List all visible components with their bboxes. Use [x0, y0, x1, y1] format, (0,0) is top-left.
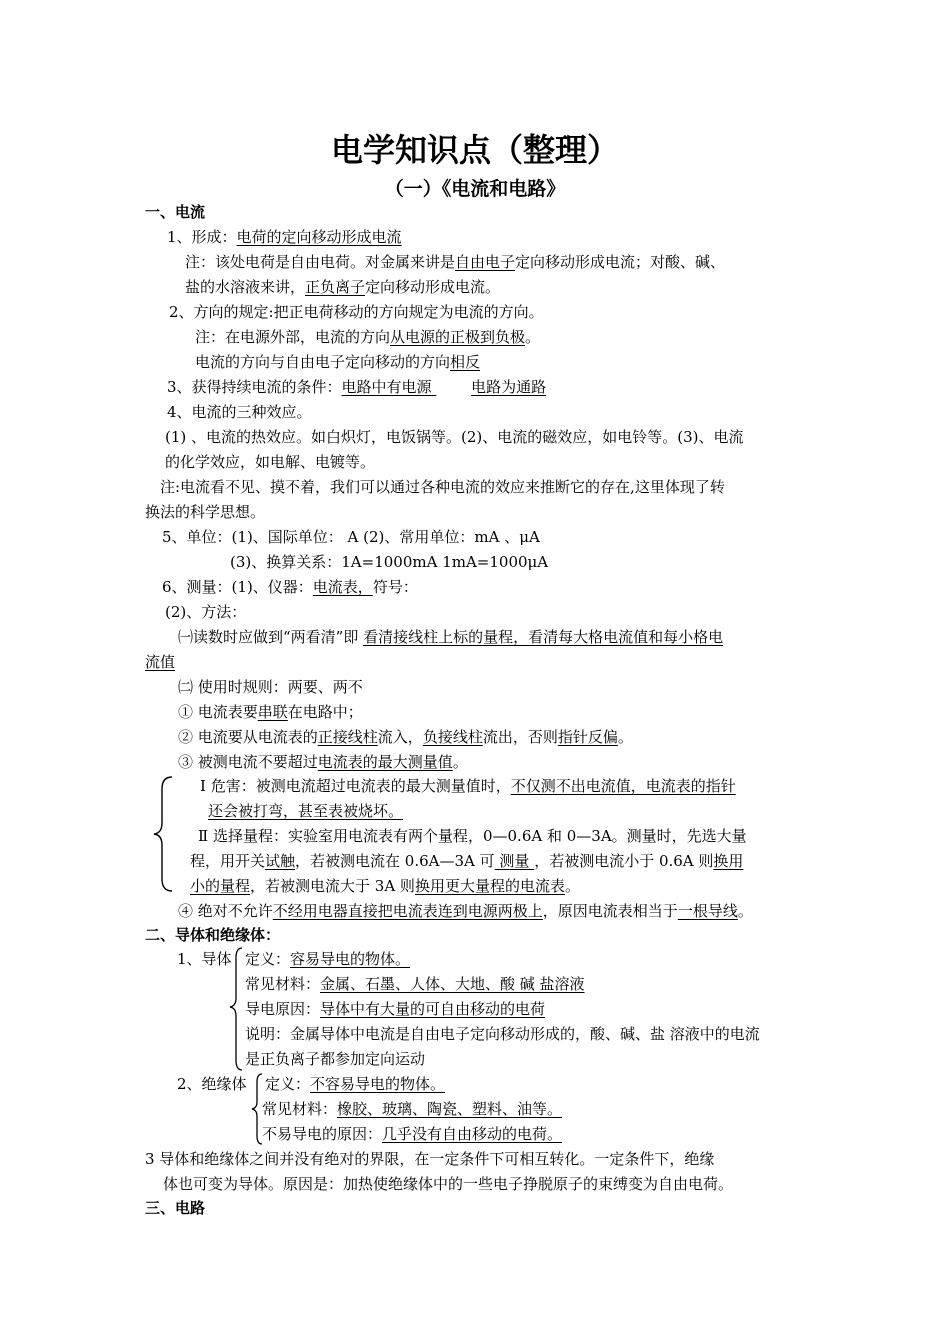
section-heading-circuits: 三、电路: [145, 1199, 206, 1217]
text-line: 2、方向的规定:把正电荷移动的方向规定为电流的方向。: [169, 303, 544, 321]
text-line: 不易导电的原因：几乎没有自由移动的电荷。: [262, 1125, 563, 1143]
text-line: ① 电流表要串联在电路中；: [178, 703, 363, 721]
text-line: ㈡ 使用时规则：两要、两不: [178, 678, 363, 696]
text-line: ② 电流要从电流表的正接线柱流入，负接线柱流出，否则指针反偏。: [178, 728, 633, 746]
text-line: (1) 、电流的热效应。如白炽灯，电饭锅等。(2)、电流的磁效应，如电铃等。(3)、电流: [165, 428, 744, 446]
text-line: 流值: [145, 653, 176, 671]
text-line: (2)、方法：: [165, 603, 247, 621]
text-line: 的化学效应，如电解、电镀等。: [165, 453, 376, 471]
section-heading-conductors: 二、导体和绝缘体：: [145, 926, 281, 944]
text-line: (3)、换算关系：1A=1000mA 1mA=1000μA: [230, 553, 549, 571]
text-line: 1、导体: [177, 950, 232, 968]
text-line: 换法的科学思想。: [145, 503, 266, 521]
text-line: 注：该处电荷是自由电荷。对金属来讲是自由电子定向移动形成电流；对酸、碱、: [185, 253, 726, 271]
text-line: 电流的方向与自由电子定向移动的方向相反: [195, 353, 481, 371]
text-line: 盐的水溶液来讲，正负离子定向移动形成电流。: [185, 278, 501, 296]
text-line: 定义：不容易导电的物体。: [265, 1075, 446, 1093]
curly-brace-icon: [152, 775, 176, 893]
text-line: 1、形成：电荷的定向移动形成电流: [167, 228, 402, 246]
text-line: 3、获得持续电流的条件：电路中有电源 电路为通路: [167, 378, 547, 396]
page-subtitle: （一）《电流和电路》: [384, 178, 566, 200]
text-line: 体也可变为导体。原因是：加热使绝缘体中的一些电子挣脱原子的束缚变为自由电荷。: [163, 1175, 734, 1193]
text-line: ㈠读数时应做到“两看清”即 看清接线柱上标的量程，看清每大格电流值和每小格电: [178, 628, 724, 646]
text-line: 还会被打弯，甚至表被烧坏。: [208, 802, 404, 820]
text-line: 定义：容易导电的物体。: [245, 950, 411, 968]
text-line: 2、绝缘体: [177, 1075, 247, 1093]
text-line: Ⅰ 危害：被测电流超过电流表的最大测量值时，不仅测不出电流值，电流表的指针: [200, 777, 736, 795]
text-line: ④ 绝对不允许不经用电器直接把电流表连到电源两极上，原因电流表相当于一根导线。: [178, 902, 753, 920]
text-line: 4、电流的三种效应。: [167, 403, 312, 421]
text-line: 5、单位：(1)、国际单位： A (2)、常用单位：mA 、μA: [162, 528, 540, 546]
text-line: 程，用开关试触，若被测电流在 0.6A—3A 可 测量 ，若被测电流小于 0.6A 则换用: [190, 852, 744, 870]
text-line: 注：在电源外部，电流的方向从电源的正极到负极。: [195, 328, 541, 346]
text-line: 常见材料：橡胶、玻璃、陶瓷、塑料、油等。: [262, 1100, 563, 1118]
text-line: 说明：金属导体中电流是自由电子定向移动形成的，酸、碱、盐 溶液中的电流: [245, 1025, 760, 1043]
text-line: ③ 被测电流不要超过电流表的最大测量值。: [178, 753, 468, 771]
text-line: 是正负离子都参加定向运动: [245, 1050, 426, 1068]
text-line: 小的量程，若被测电流大于 3A 则换用更大量程的电流表。: [190, 877, 580, 895]
text-line: Ⅱ 选择量程：实验室用电流表有两个量程，0—0.6A 和 0—3A。测量时，先选大量: [198, 827, 747, 845]
curly-brace-icon: [228, 946, 244, 1072]
text-line: 导电原因：导体中有大量的可自由移动的电荷: [245, 1000, 546, 1018]
text-line: 常见材料：金属、石墨、人体、大地、酸 碱 盐溶液: [245, 975, 585, 993]
text-line: 3 导体和绝缘体之间并没有绝对的界限，在一定条件下可相互转化。一定条件下，绝缘: [145, 1150, 715, 1168]
section-heading-current: 一、电流: [145, 203, 206, 221]
text-line: 6、测量：(1)、仪器：电流表，符号：: [162, 578, 418, 596]
text-line: 注:电流看不见、摸不着，我们可以通过各种电流的效应来推断它的存在,这里体现了转: [160, 478, 725, 496]
page-title: 电学知识点（整理）: [330, 131, 619, 169]
